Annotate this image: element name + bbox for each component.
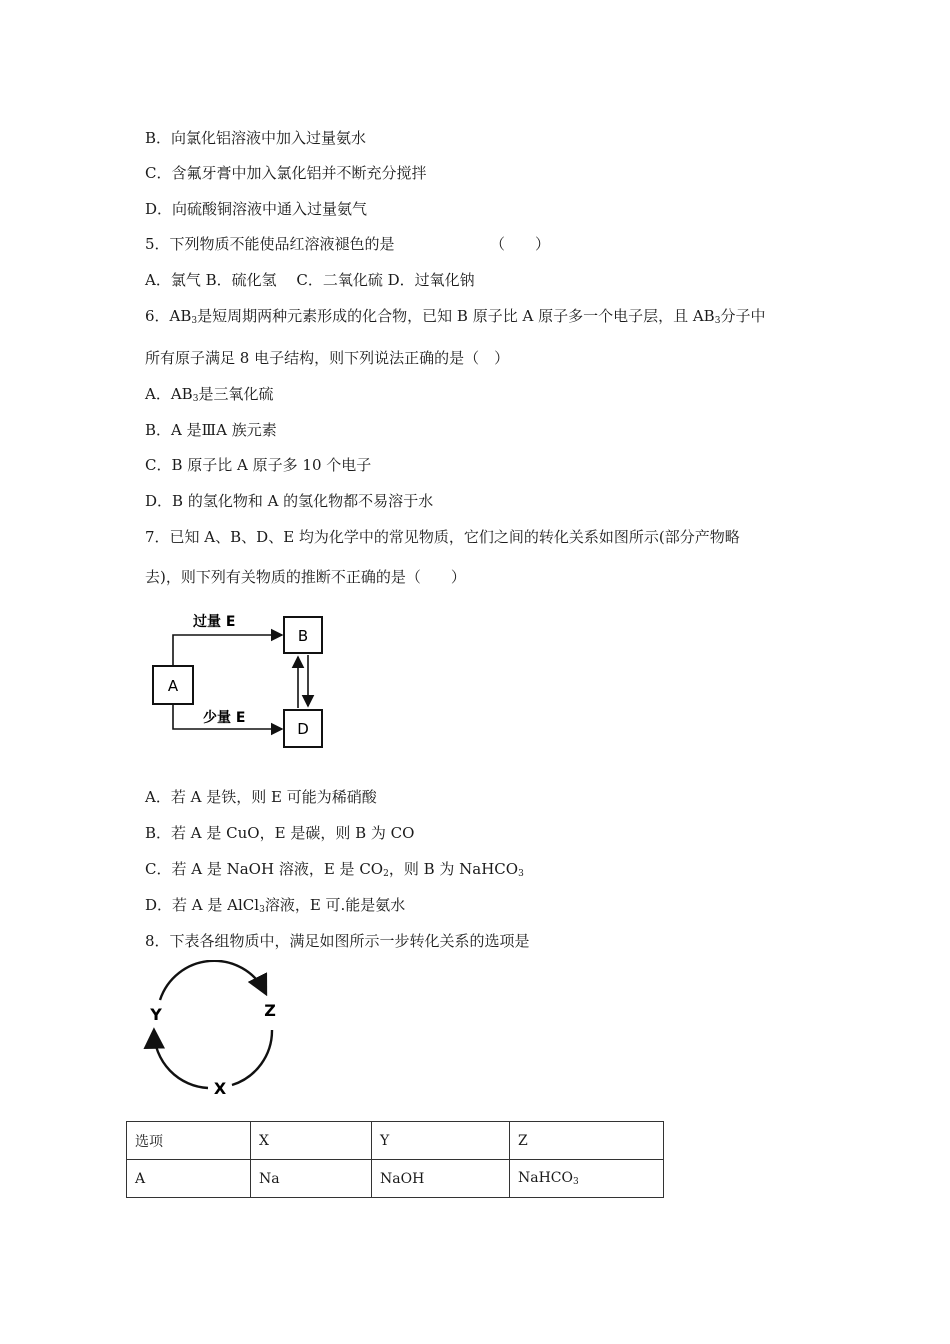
table-cell: A: [127, 1160, 251, 1198]
node-d-label: D: [297, 720, 309, 738]
table-header-cell: 选项: [127, 1122, 251, 1160]
question-6-option-d: D．B 的氢化物和 A 的氢化物都不易溶于水: [145, 492, 434, 510]
subscript-3: 3: [191, 316, 198, 326]
question-7-option-d: [145, 895, 405, 920]
node-z-label: Z: [264, 1001, 276, 1020]
option-c-line: C．含氟牙膏中加入氯化铝并不断充分搅拌: [145, 164, 427, 182]
question-5-text: 5．下列物质不能使品红溶液褪色的是: [145, 235, 395, 253]
excess-e-label: 过量 E: [193, 614, 236, 630]
subscript-3: 3: [518, 869, 524, 879]
q7-c-mid: ，则 B 为 NaHCO: [388, 860, 519, 878]
q7-d-pre: D．若 A 是 AlCl: [145, 896, 260, 914]
q7-d-post: 溶液，E 可.能是氨水: [264, 896, 406, 914]
table-cell: NaOH: [372, 1160, 510, 1198]
q6-a-post: 是三氧化硫: [198, 385, 274, 403]
q6-text-b: 是短周期两种元素形成的化合物，已知 B 原子比 A 原子多一个电子层，且 AB: [197, 307, 715, 325]
node-a-label: A: [167, 677, 179, 695]
question-5-options: A．氯气 B．硫化氢 C．二氧化硫 D．过氧化钠: [145, 271, 475, 289]
arc-z-to-x: [232, 1030, 272, 1085]
node-b-label: B: [297, 627, 309, 645]
question-6-line1: [145, 306, 765, 331]
question-7-option-c: [145, 859, 524, 884]
table-header-cell: Y: [372, 1122, 510, 1160]
q7-c-pre: C．若 A 是 NaOH 溶液，E 是 CO: [145, 860, 384, 878]
answer-paren: （ ）: [490, 235, 551, 253]
subscript-3: 3: [192, 394, 199, 404]
subscript-2: 2: [383, 869, 389, 879]
question-6-option-a: [145, 384, 273, 409]
conversion-diagram-abd: [148, 610, 338, 755]
arc-x-to-y: [154, 1032, 208, 1088]
question-7-line1: 7．已知 A、B、D、E 均为化学中的常见物质，它们之间的转化关系如图所示(部分产物略: [145, 528, 740, 546]
q6-text-a: 6．AB: [145, 307, 192, 325]
subscript-3: 3: [714, 316, 721, 326]
node-y-label: Y: [150, 1005, 162, 1024]
arrow-a-to-b: [173, 635, 282, 666]
node-x-label: X: [213, 1079, 227, 1098]
question-6-option-c: C．B 原子比 A 原子多 10 个电子: [145, 456, 372, 474]
subscript-3: 3: [259, 905, 265, 915]
options-table: [126, 1121, 664, 1198]
question-7-option-a: A．若 A 是铁，则 E 可能为稀硝酸: [145, 788, 377, 806]
question-7-line2: 去)，则下列有关物质的推断不正确的是（ ）: [145, 568, 466, 586]
table-cell: Na: [251, 1160, 372, 1198]
q6-text-c: 分子中: [720, 307, 766, 325]
table-header-row: [127, 1122, 664, 1160]
arc-y-to-z: [160, 961, 265, 1000]
subscript-3: 3: [573, 1177, 579, 1187]
table-cell: [510, 1160, 664, 1198]
question-8: 8．下表各组物质中，满足如图所示一步转化关系的选项是: [145, 932, 530, 950]
question-6-line2: 所有原子满足 8 电子结构，则下列说法正确的是（ ）: [145, 349, 510, 367]
question-7-option-b: B．若 A 是 CuO，E 是碳，则 B 为 CO: [145, 824, 415, 842]
question-5: [145, 234, 551, 254]
cycle-diagram-xyz: [140, 960, 290, 1100]
option-d-line: D．向硫酸铜溶液中通入过量氨气: [145, 200, 368, 218]
question-6-option-b: B．A 是ⅢA 族元素: [145, 421, 277, 439]
table-header-cell: X: [251, 1122, 372, 1160]
table-row: [127, 1160, 664, 1198]
little-e-label: 少量 E: [203, 710, 246, 726]
q6-a-pre: A．AB: [145, 385, 193, 403]
option-b-line: B．向氯化铝溶液中加入过量氨水: [145, 129, 367, 147]
table-header-cell: Z: [510, 1122, 664, 1160]
cell-text: NaHCO: [518, 1170, 573, 1186]
